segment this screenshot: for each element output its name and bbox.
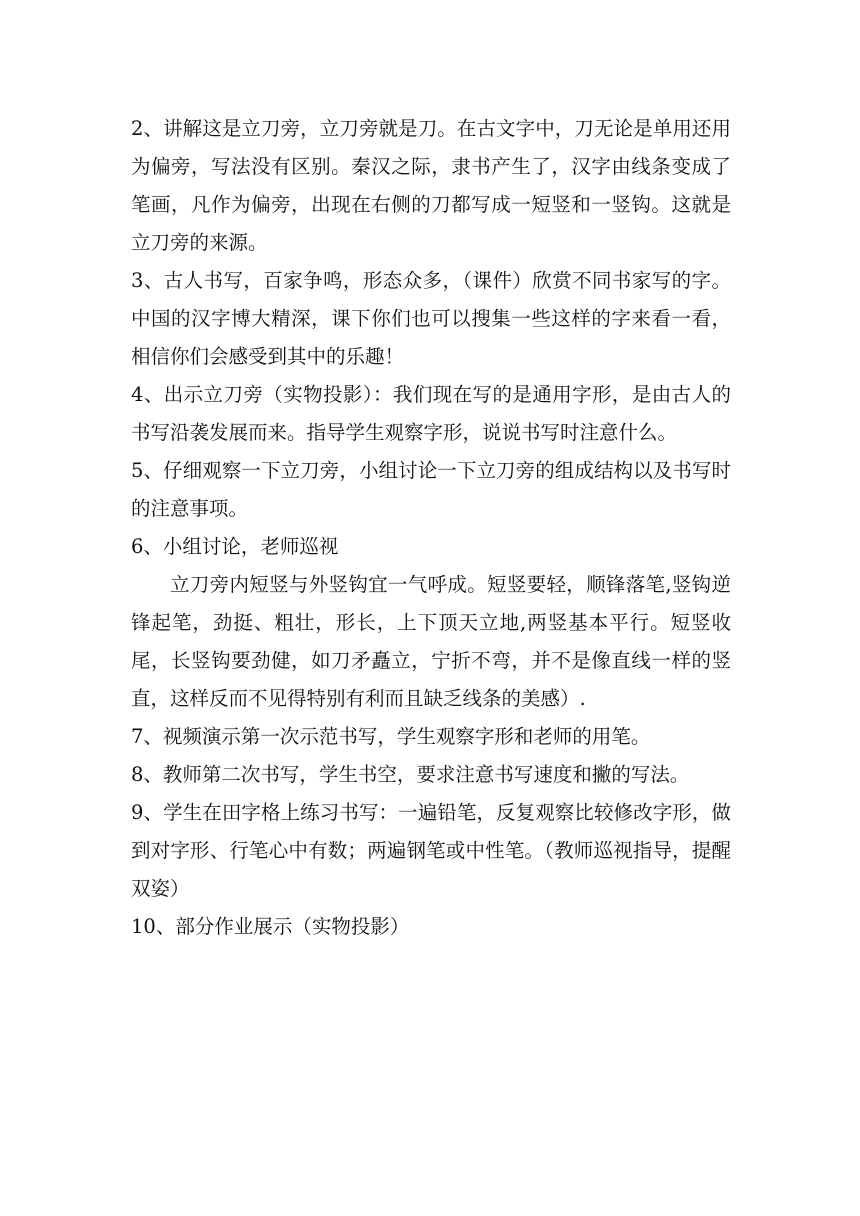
paragraph-step-7: 7、视频演示第一次示范书写，学生观察字形和老师的用笔。 — [131, 725, 651, 748]
paragraph-step-9: 9、学生在田字格上练习书写：一遍铅笔，反复观察比较修改字形，做到对字形、行笔心中有数；两遍钢笔或中性笔。（教师巡视指导，提醒双姿） — [131, 801, 731, 900]
paragraph-step-10: 10、部分作业展示（实物投影） — [131, 915, 410, 938]
document-body — [131, 110, 731, 946]
paragraph-step-4: 4、出示立刀旁（实物投影）：我们现在写的是通用字形，是由古人的书写沿袭发展而来。指导学生观察字形，说说书写时注意什么。 — [131, 383, 731, 444]
paragraph-step-5: 5、仔细观察一下立刀旁，小组讨论一下立刀旁的组成结构以及书写时的注意事项。 — [131, 459, 731, 520]
paragraph-writing-notes: 立刀旁内短竖与外竖钩宜一气呼成。短竖要轻，顺锋落笔,竖钩逆锋起笔，劲挺、粗壮，形长，上下顶天立地,两竖基本平行。短竖收尾，长竖钩要劲健，如刀矛矗立，宁折不弯，并不是像直线一样的竖直，这样反而不见得特别有利而且缺乏线条的美感）. — [131, 573, 731, 710]
paragraph-step-8: 8、教师第二次书写，学生书空，要求注意书写速度和撇的写法。 — [131, 763, 690, 786]
paragraph-step-3: 3、古人书写，百家争鸣，形态众多，（课件）欣赏不同书家写的字。中国的汉字博大精深，课下你们也可以搜集一些这样的字来看一看，相信你们会感受到其中的乐趣！ — [131, 269, 731, 368]
paragraph-step-6: 6、小组讨论，老师巡视 — [131, 535, 339, 558]
paragraph-step-2: 2、讲解这是立刀旁，立刀旁就是刀。在古文字中，刀无论是单用还用为偏旁，写法没有区别。秦汉之际，隶书产生了，汉字由线条变成了笔画，凡作为偏旁，出现在右侧的刀都写成一短竖和一竖钩。这就是立刀旁的来源。 — [131, 117, 731, 254]
